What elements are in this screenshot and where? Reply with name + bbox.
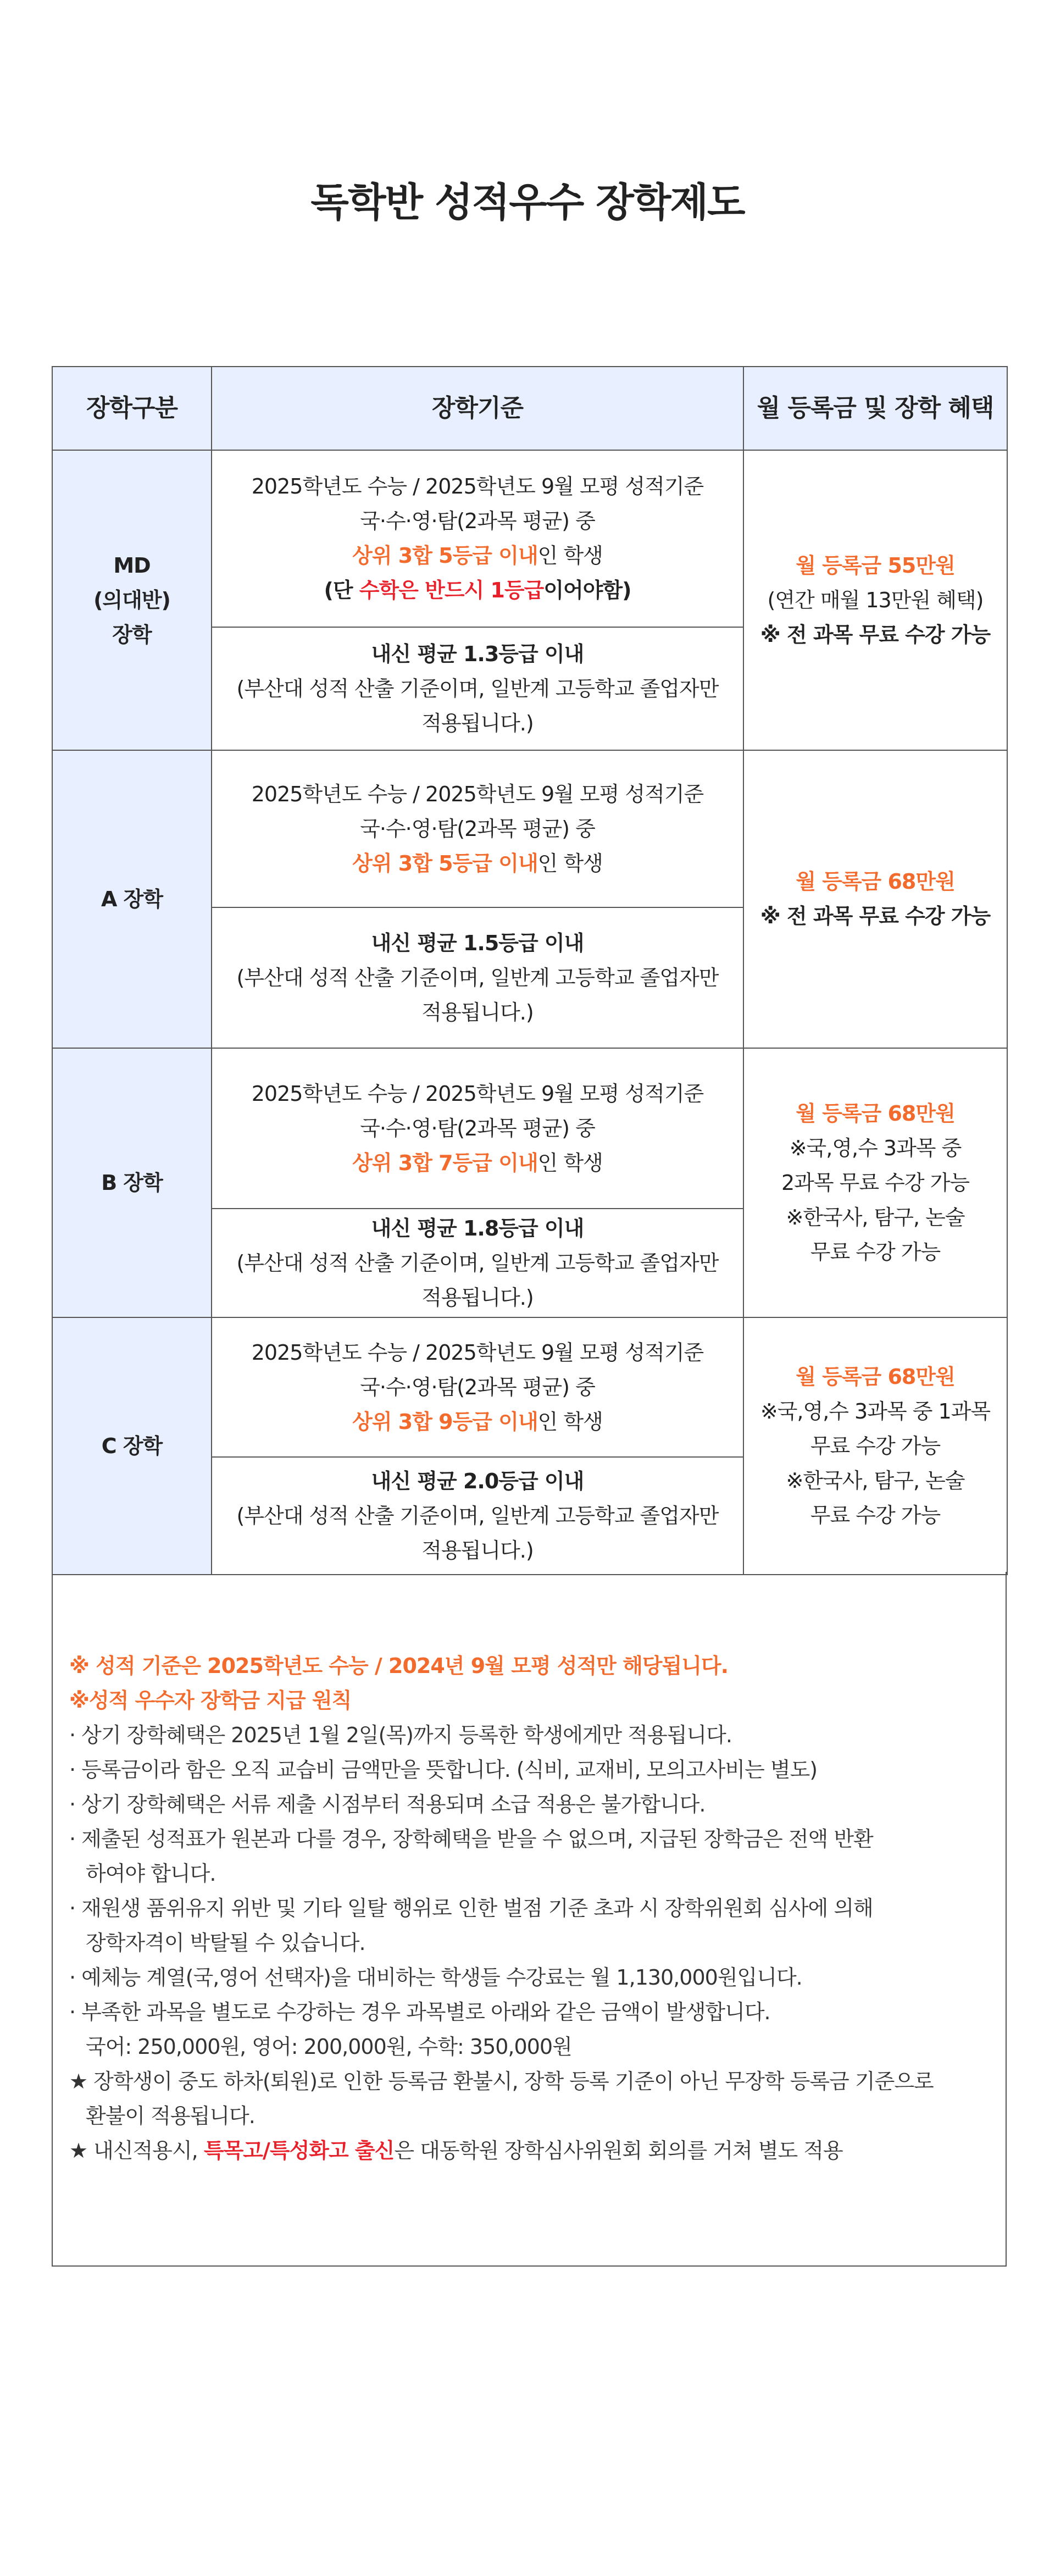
page-title: 독학반 성적우수 장학제도 [310,179,745,225]
notes-box [52,1572,1007,2267]
criteria-school-md: 내신 평균 1.3등급 이내 (부산대 성적 산출 기준이며, 일반계 고등학교 졸업자만 적용됩니다.) [212,627,743,750]
benefit-a: 월 등록금 68만원 ※ 전 과목 무료 수강 가능 [743,750,1007,1048]
note-line: · 상기 장학혜택은 서류 제출 시점부터 적용되며 소급 적용은 불가합니다. [69,1792,706,1816]
scholarship-table [52,366,1008,1575]
note-heading-2: ※성적 우수자 장학금 지급 원칙 [69,1688,352,1713]
note-line: ★ 장학생이 중도 하차(퇴원)로 인한 등록금 환불시, 장학 등록 기준이 아닌 무장학 등록금 기준으로 [69,2069,934,2093]
category-c: C 장학 [52,1317,212,1575]
table-row [52,1317,1007,1457]
criteria-school-b: 내신 평균 1.8등급 이내 (부산대 성적 산출 기준이며, 일반계 고등학교 졸업자만 적용됩니다.) [212,1209,743,1317]
header-benefit: 월 등록금 및 장학 혜택 [743,367,1007,450]
note-line: · 제출된 성적표가 원본과 다를 경우, 장학혜택을 받을 수 없으며, 지급된 장학금은 전액 반환 [69,1827,873,1851]
criteria-exam-b: 2025학년도 수능 / 2025학년도 9월 모평 성적기준 국·수·영·탐(2과목 평균) 중 상위 3합 7등급 이내인 학생 [212,1048,743,1209]
note-line: · 예체능 계열(국,영어 선택자)을 대비하는 학생들 수강료는 월 1,130,000원입니다. [69,1965,802,1990]
note-line-cont: 국어: 250,000원, 영어: 200,000원, 수학: 350,000원 [86,2035,572,2059]
note-line: · 상기 장학혜택은 2025년 1월 2일(목)까지 등록한 학생에게만 적용됩니다. [69,1723,732,1747]
note-line-cont: 환불이 적용됩니다. [86,2104,255,2128]
highlight-special-school: 특목고/특성화고 출신 [203,2139,395,2163]
table-header-row [52,367,1007,450]
table-row [52,450,1007,627]
table-row [52,1048,1007,1209]
category-b: B 장학 [52,1048,212,1317]
note-line: ★ 내신적용시, 특목고/특성화고 출신은 대동학원 장학심사위원회 회의를 거쳐 별도 적용 [69,2139,843,2163]
table-row [52,750,1007,907]
note-heading-1: ※ 성적 기준은 2025학년도 수능 / 2024년 9월 모평 성적만 해당됩니다. [69,1654,729,1678]
note-line-cont: 하여야 합니다. [86,1862,216,1886]
criteria-school-c: 내신 평균 2.0등급 이내 (부산대 성적 산출 기준이며, 일반계 고등학교 졸업자만 적용됩니다.) [212,1457,743,1575]
benefit-c: 월 등록금 68만원 ※국,영,수 3과목 중 1과목 무료 수강 가능 ※한국사, 탐구, 논술 무료 수강 가능 [743,1317,1007,1575]
note-line: · 재원생 품위유지 위반 및 기타 일탈 행위로 인한 벌점 기준 초과 시 장학위원회 심사에 의해 [69,1896,873,1920]
benefit-md: 월 등록금 55만원 (연간 매월 13만원 혜택) ※ 전 과목 무료 수강 가능 [743,450,1007,750]
category-md: MD (의대반) 장학 [52,450,212,750]
note-line: · 부족한 과목을 별도로 수강하는 경우 과목별로 아래와 같은 금액이 발생합니다. [69,2000,770,2024]
note-line-cont: 장학자격이 박탈될 수 있습니다. [86,1931,365,1955]
benefit-b: 월 등록금 68만원 ※국,영,수 3과목 중 2과목 무료 수강 가능 ※한국사, 탐구, 논술 무료 수강 가능 [743,1048,1007,1317]
criteria-school-a: 내신 평균 1.5등급 이내 (부산대 성적 산출 기준이며, 일반계 고등학교 졸업자만 적용됩니다.) [212,907,743,1048]
note-line: · 등록금이라 함은 오직 교습비 금액만을 뜻합니다. (식비, 교재비, 모의고사비는 별도) [69,1758,818,1782]
criteria-exam-c: 2025학년도 수능 / 2025학년도 9월 모평 성적기준 국·수·영·탐(2과목 평균) 중 상위 3합 9등급 이내인 학생 [212,1317,743,1457]
header-criteria: 장학기준 [212,367,743,450]
criteria-exam-md: 2025학년도 수능 / 2025학년도 9월 모평 성적기준 국·수·영·탐(2과목 평균) 중 상위 3합 5등급 이내인 학생 (단 수학은 반드시 1등급이어야함) [212,450,743,627]
header-category: 장학구분 [52,367,212,450]
category-a: A 장학 [52,750,212,1048]
criteria-exam-a: 2025학년도 수능 / 2025학년도 9월 모평 성적기준 국·수·영·탐(2과목 평균) 중 상위 3합 5등급 이내인 학생 [212,750,743,907]
